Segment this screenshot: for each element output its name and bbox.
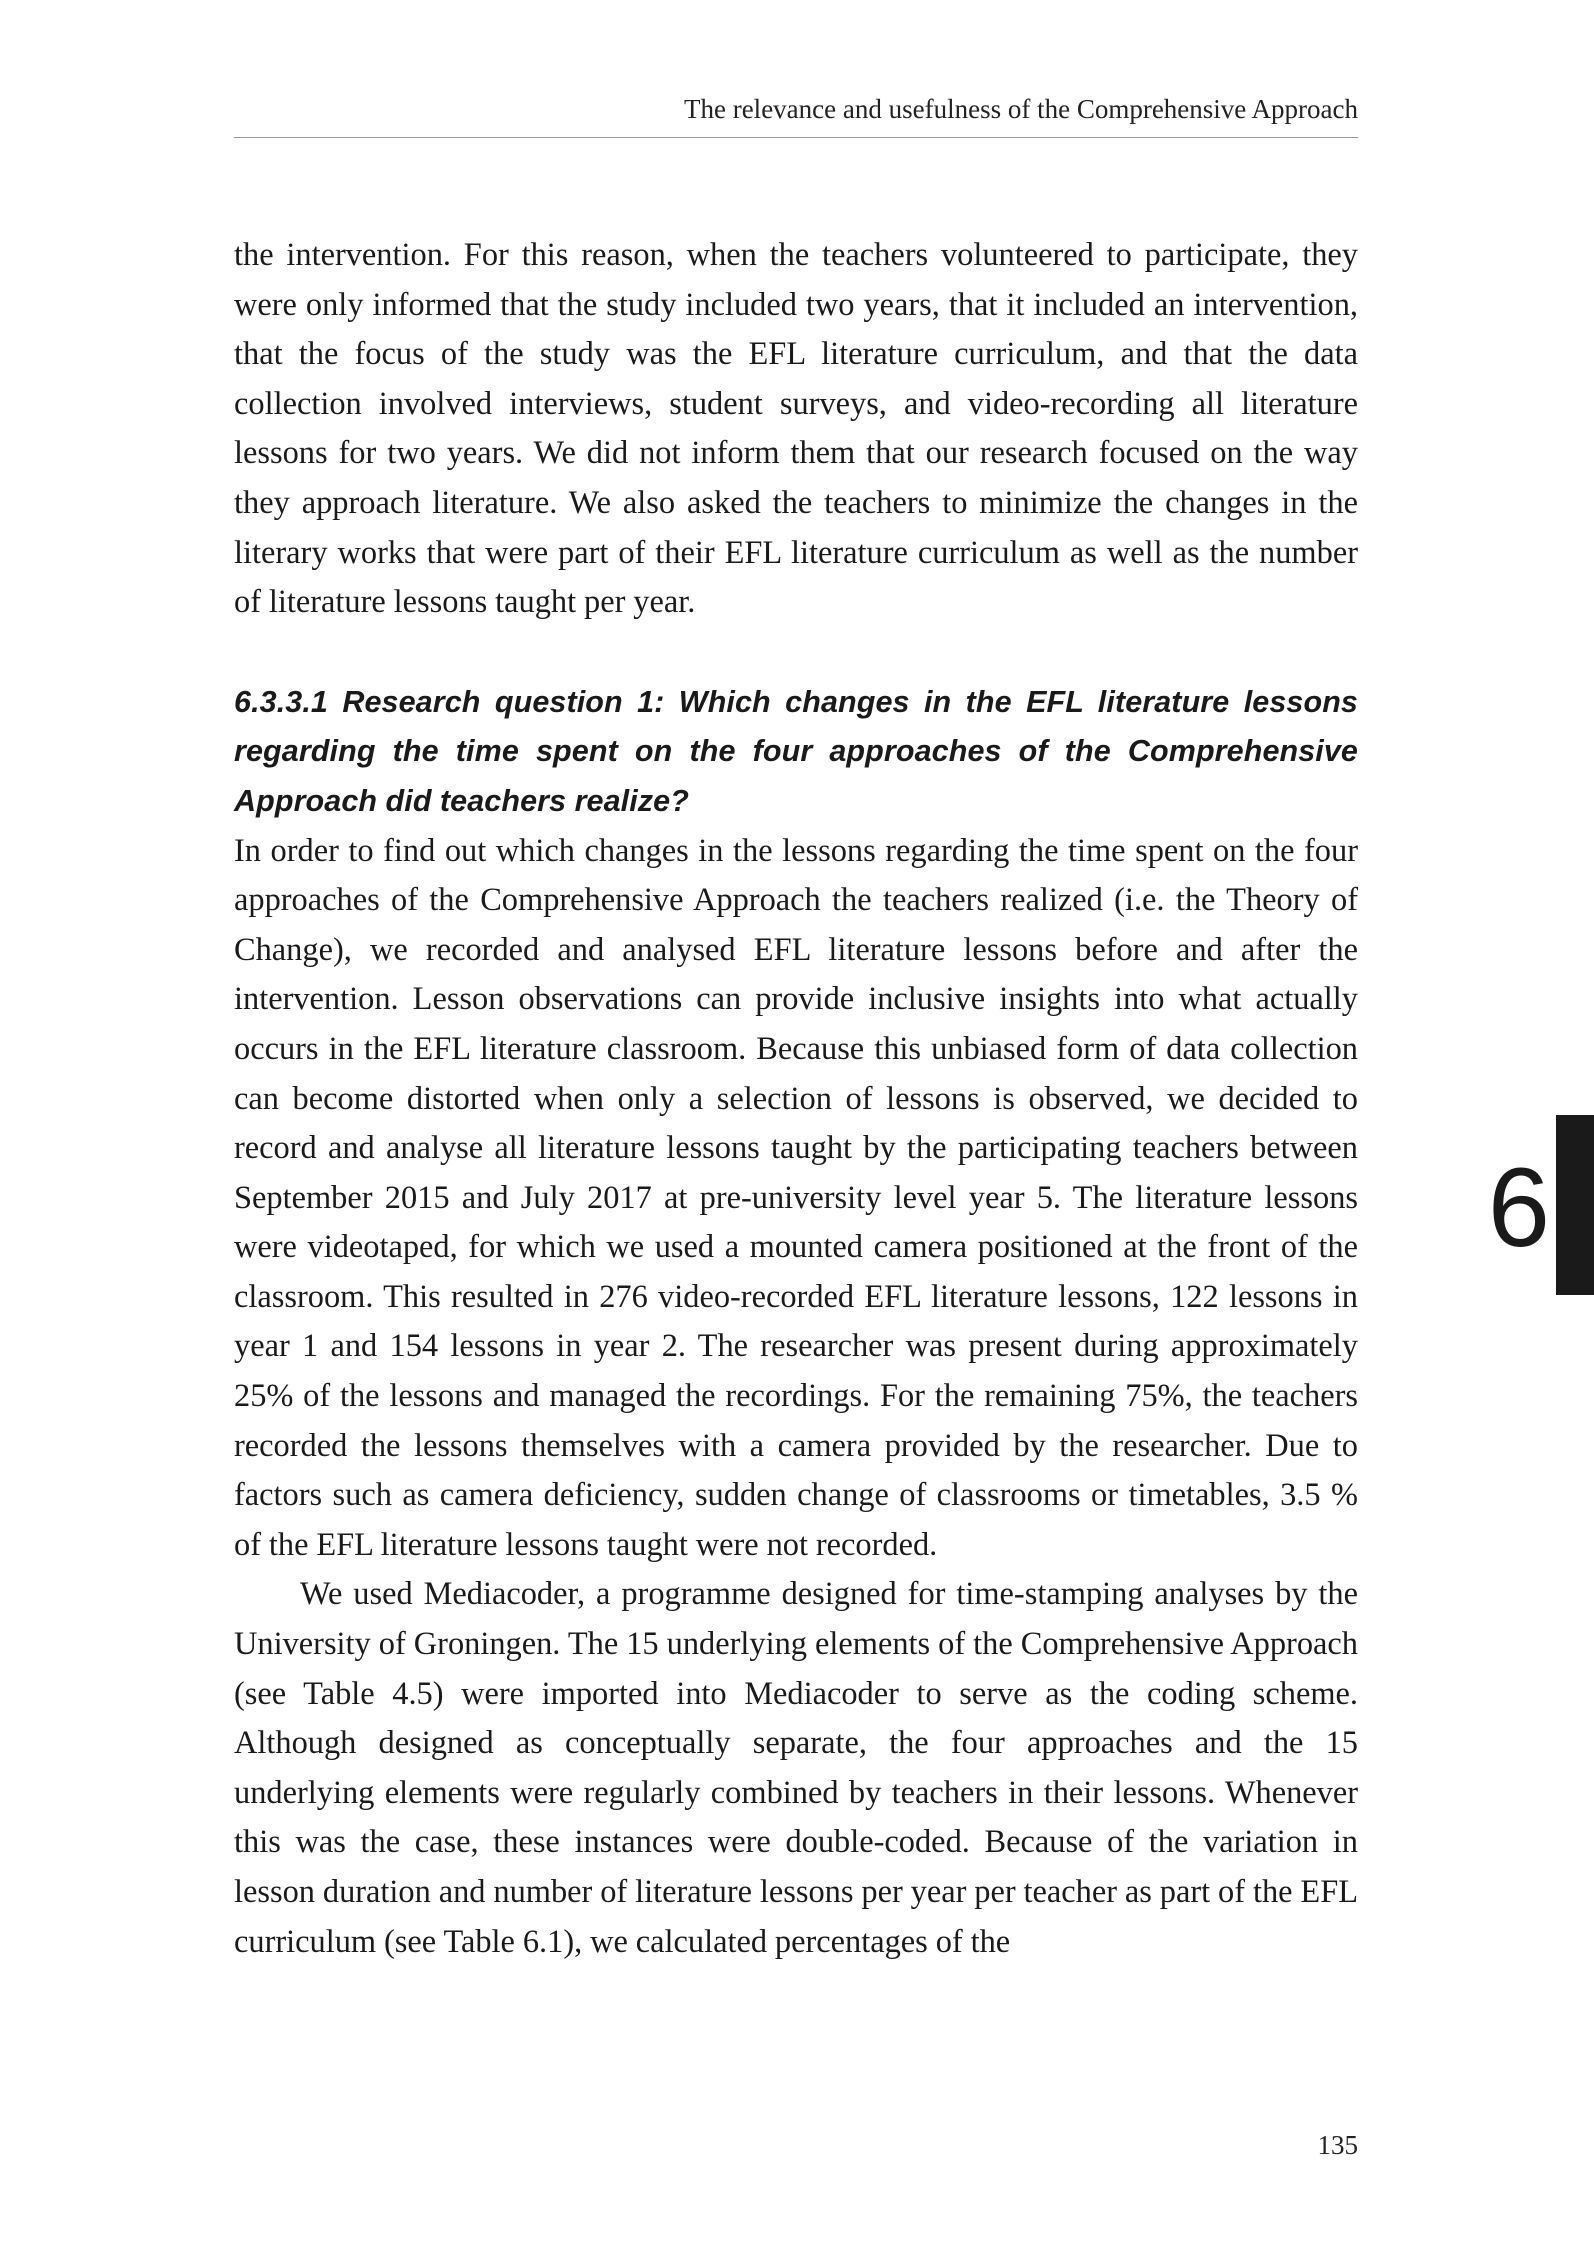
page-number: 135	[1317, 2130, 1358, 2160]
section-heading-6-3-3-1: 6.3.3.1 Research question 1: Which changes in the EFL literature lessons regarding the time spent on the four approaches of the Comprehensive Approach did teachers realize?	[234, 684, 1358, 818]
chapter-thumb-tab	[1556, 1115, 1594, 1295]
paragraph-mediacoder: We used Mediacoder, a programme designed for time-stamping analyses by the University of Groningen. The 15 underlying elements of the Comprehensive Approach (see Table 4.5) were imported into Mediacoder to serve as the coding scheme. Although designed as conceptually separate, the four approaches and the 15 underlying elements were regularly combined by teachers in their lessons. Whenever this was the case, these instances were double-coded. Because of the variation in lesson duration and number of literature lessons per year per teacher as part of the EFL curriculum (see Table 6.1), we calculated percentages of the	[234, 1576, 1358, 1960]
paragraph-intervention: the intervention. For this reason, when the teachers volunteered to participate, they were only informed that the study included two years, that it included an intervention, that the focus of the study was the EFL literature curriculum, and that the data collection involved interviews, student surveys, and video-recording all literature lessons for two years. We did not inform them that our research focused on the way they approach literature. We also asked the teachers to minimize the changes in the literary works that were part of their EFL literature curriculum as well as the number of literature lessons taught per year.	[234, 237, 1358, 621]
chapter-number: 6	[1487, 1145, 1550, 1270]
paragraph-lesson-observations: In order to find out which changes in the lessons regarding the time spent on the four approaches of the Comprehensive Approach the teachers realized (i.e. the Theory of Change), we recorded and analysed EFL literature lessons before and after the intervention. Lesson observations can provide inclusive insights into what actually occurs in the EFL literature classroom. Because this unbiased form of data collection can become distorted when only a selection of lessons is observed, we decided to record and analyse all literature lessons taught by the participating teachers between September 2015 and July 2017 at pre-university level year 5. The literature lessons were videotaped, for which we used a mounted camera positioned at the front of the classroom. This resulted in 276 video-recorded EFL literature lessons, 122 lessons in year 1 and 154 lessons in year 2. The researcher was present during approximately 25% of the lessons and managed the recordings. For the remaining 75%, the teachers recorded the lessons themselves with a camera provided by the researcher. Due to factors such as camera deficiency, sudden change of classrooms or timetables, 3.5 % of the EFL literature lessons taught were not recorded.	[234, 832, 1358, 1563]
header-divider	[234, 137, 1358, 138]
main-text-column	[234, 231, 1358, 1967]
running-header: The relevance and usefulness of the Comprehensive Approach	[683, 94, 1358, 124]
